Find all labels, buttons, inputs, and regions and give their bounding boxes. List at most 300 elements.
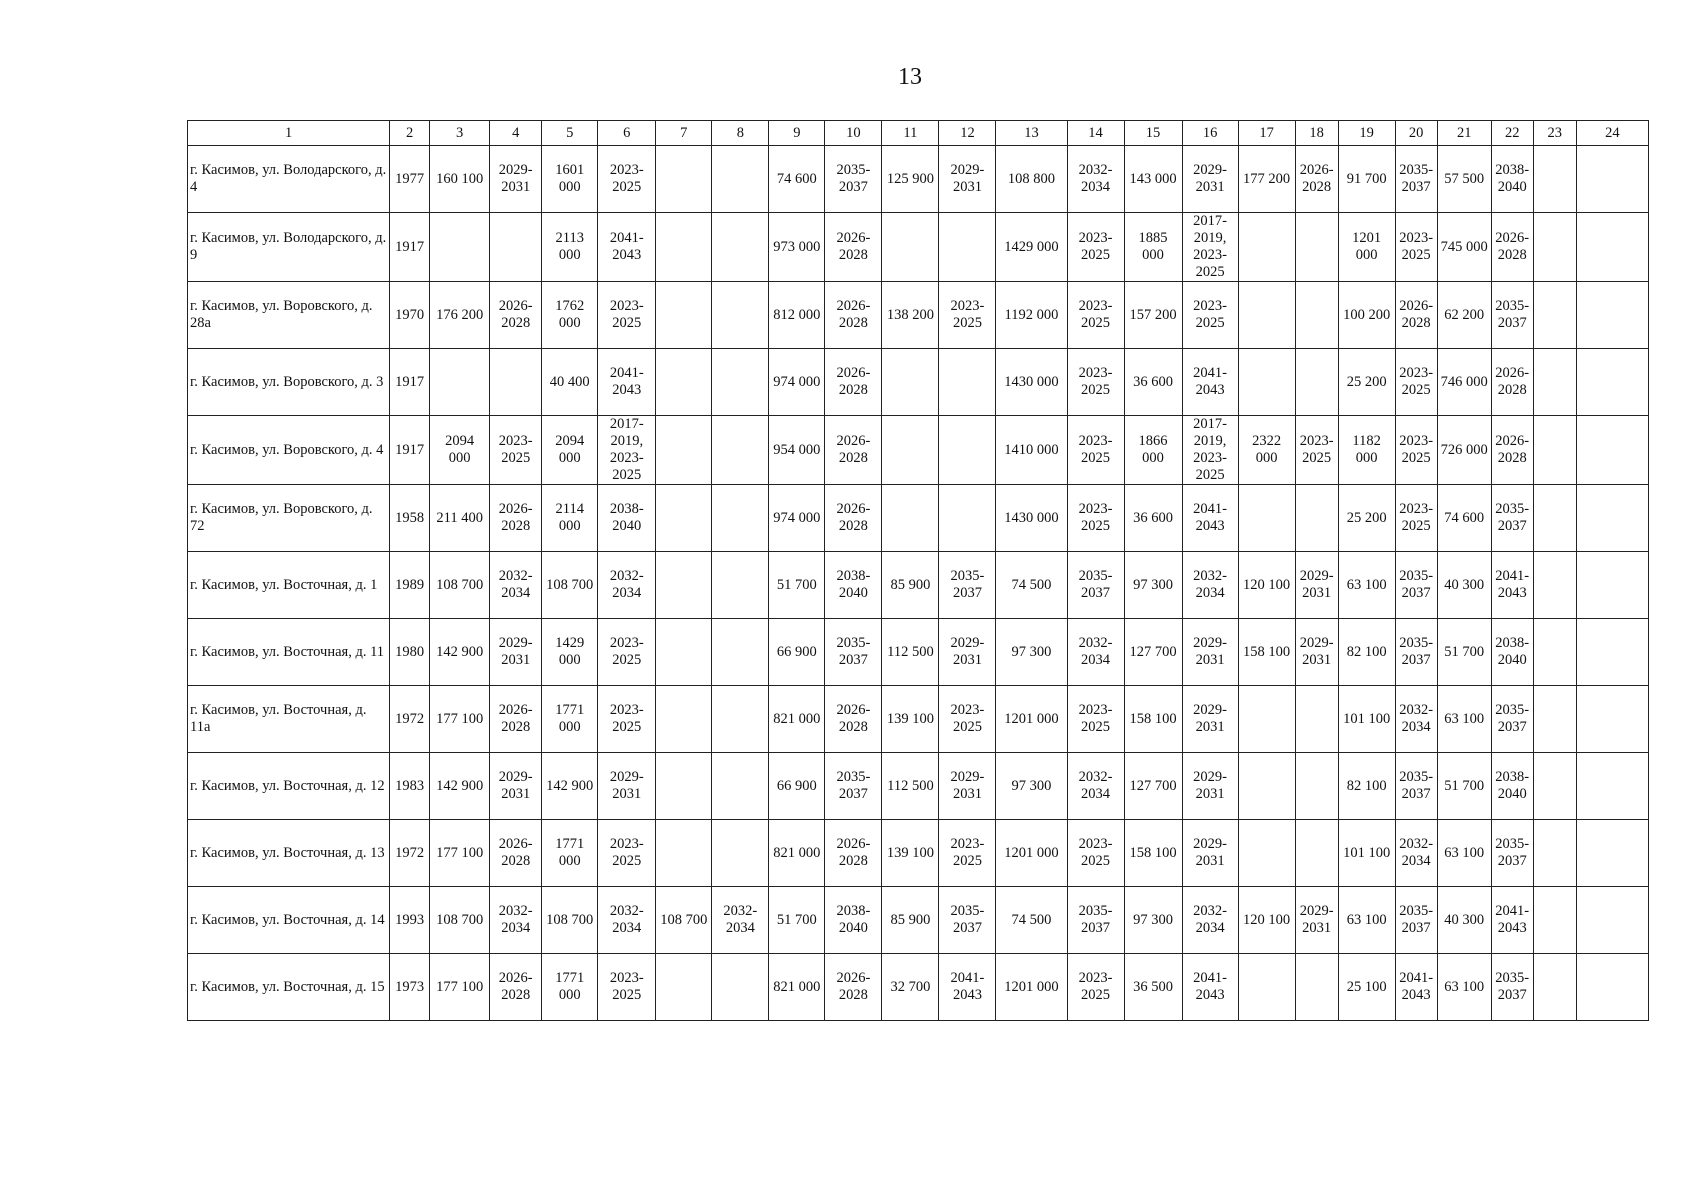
table-cell <box>996 954 1067 1021</box>
cell-text: 2029- 2031 <box>1299 635 1334 668</box>
table-cell <box>656 416 712 485</box>
cell-text: 2023- 2025 <box>498 433 533 466</box>
table-cell <box>1576 820 1648 887</box>
cell-text: 1973 <box>395 978 425 995</box>
table-cell <box>1067 619 1124 686</box>
cell-text: 2017- 2019, 2023- 2025 <box>1193 416 1227 483</box>
table-cell <box>1338 753 1395 820</box>
cell-text: 112 500 <box>887 643 934 660</box>
table-cell <box>1067 954 1124 1021</box>
table-cell <box>1491 820 1533 887</box>
column-header: 17 <box>1238 121 1295 146</box>
table-cell <box>1338 213 1395 282</box>
cell-text: 51 700 <box>776 576 817 593</box>
cell-text: 2035- 2037 <box>1399 903 1434 936</box>
cell-text: 2023- 2025 <box>950 836 985 869</box>
address-cell <box>188 954 390 1021</box>
table-cell <box>490 619 542 686</box>
cell-text: 2026- 2028 <box>836 501 871 534</box>
cell-text: 2041- 2043 <box>1495 568 1530 601</box>
table-cell <box>1491 619 1533 686</box>
cell-text: 2035- 2037 <box>1495 298 1530 331</box>
column-header: 20 <box>1395 121 1437 146</box>
table-cell <box>1067 416 1124 485</box>
table-row <box>188 146 1649 213</box>
cell-text: 1972 <box>395 710 425 727</box>
table-cell <box>882 887 939 954</box>
table-cell <box>598 552 656 619</box>
table-cell <box>1182 146 1238 213</box>
cell-text: 2035- 2037 <box>1078 568 1113 601</box>
table-cell <box>1238 146 1295 213</box>
cell-text: 821 000 <box>773 978 821 995</box>
cell-text: 2035- 2037 <box>836 635 871 668</box>
column-header: 21 <box>1437 121 1491 146</box>
table-cell <box>1182 349 1238 416</box>
table-cell <box>490 213 542 282</box>
cell-text: 2017- 2019, 2023- 2025 <box>1193 213 1227 280</box>
table-cell <box>656 686 712 753</box>
table-cell <box>1067 552 1124 619</box>
table-cell <box>1533 820 1576 887</box>
cell-text: 2023- 2025 <box>1078 836 1113 869</box>
table-cell <box>1067 282 1124 349</box>
cell-text: 2032- 2034 <box>498 568 533 601</box>
cell-text: 2032- 2034 <box>1078 769 1113 802</box>
column-header: 24 <box>1576 121 1648 146</box>
table-cell <box>882 485 939 552</box>
cell-text: 2026- 2028 <box>836 433 871 466</box>
table-cell <box>1395 820 1437 887</box>
cell-text: 2114 000 <box>555 501 584 534</box>
cell-text: 66 900 <box>776 643 817 660</box>
table-cell <box>1067 686 1124 753</box>
address-cell <box>188 619 390 686</box>
cell-text: 158 100 <box>1243 643 1291 660</box>
table-cell <box>939 416 996 485</box>
cell-text: 139 100 <box>886 844 934 861</box>
cell-text: 2041- 2043 <box>1193 970 1227 1003</box>
table-cell <box>1124 146 1182 213</box>
cell-text: 2032- 2034 <box>609 568 644 601</box>
cell-text: 2029- 2031 <box>498 635 533 668</box>
cell-text: 974 000 <box>773 509 821 526</box>
cell-text: 63 100 <box>1444 978 1485 995</box>
table-cell <box>996 213 1067 282</box>
table-cell <box>1182 686 1238 753</box>
cell-text: г. Касимов, ул. Восточная, д. 1 <box>190 576 378 593</box>
cell-text: 812 000 <box>773 306 821 323</box>
cell-text: 2023- 2025 <box>1078 702 1113 735</box>
cell-text: 2026- 2028 <box>1399 298 1434 331</box>
table-row <box>188 954 1649 1021</box>
cell-text: 25 200 <box>1346 373 1387 390</box>
table-cell <box>1437 753 1491 820</box>
table-cell <box>712 552 769 619</box>
table-cell <box>656 146 712 213</box>
table-cell <box>656 954 712 1021</box>
cell-text: 821 000 <box>773 844 821 861</box>
cell-text: 85 900 <box>890 576 931 593</box>
cell-text: г. Касимов, ул. Восточная, д. 12 <box>190 777 385 794</box>
table-cell <box>1338 485 1395 552</box>
table-cell <box>430 954 490 1021</box>
table-cell <box>996 820 1067 887</box>
column-header: 23 <box>1533 121 1576 146</box>
cell-text: 2026- 2028 <box>1495 433 1530 466</box>
table-cell <box>1576 887 1648 954</box>
cell-text: г. Касимов, ул. Володарского, д. 9 <box>190 230 387 263</box>
table-cell <box>769 820 825 887</box>
table-cell <box>882 213 939 282</box>
cell-text: 1771 000 <box>555 836 585 869</box>
column-header: 5 <box>542 121 598 146</box>
table-cell <box>598 349 656 416</box>
column-header: 11 <box>882 121 939 146</box>
cell-text: 2041- 2043 <box>1193 501 1227 534</box>
cell-text: 158 100 <box>1129 844 1177 861</box>
table-cell <box>1437 887 1491 954</box>
cell-text: 25 200 <box>1346 509 1387 526</box>
table-cell <box>390 619 430 686</box>
cell-text: 2026- 2028 <box>498 298 533 331</box>
table-cell <box>1338 619 1395 686</box>
cell-text: 51 700 <box>1444 643 1485 660</box>
table-cell <box>656 820 712 887</box>
address-cell <box>188 282 390 349</box>
cell-text: 36 600 <box>1133 373 1173 390</box>
table-cell <box>598 887 656 954</box>
table-cell <box>769 619 825 686</box>
address-cell <box>188 416 390 485</box>
column-header: 3 <box>430 121 490 146</box>
table-cell <box>882 552 939 619</box>
table-cell <box>1238 686 1295 753</box>
cell-text: 1885 000 <box>1138 230 1168 263</box>
column-header: 10 <box>825 121 882 146</box>
table-cell <box>939 552 996 619</box>
table-cell <box>1067 146 1124 213</box>
cell-text: 2032- 2034 <box>1078 635 1113 668</box>
address-cell <box>188 146 390 213</box>
address-cell <box>188 887 390 954</box>
table-cell <box>1124 820 1182 887</box>
cell-text: 2017- 2019, 2023- 2025 <box>609 416 644 483</box>
cell-text: г. Касимов, ул. Восточная, д. 11а <box>190 702 367 735</box>
cell-text: 2041- 2043 <box>1193 365 1227 398</box>
table-cell <box>769 146 825 213</box>
cell-text: 1410 000 <box>1004 441 1059 458</box>
table-cell <box>1295 954 1338 1021</box>
cell-text: 143 000 <box>1129 170 1177 187</box>
table-row <box>188 416 1649 485</box>
cell-text: г. Касимов, ул. Восточная, д. 15 <box>190 978 385 995</box>
cell-text: 2023- 2025 <box>1078 230 1113 263</box>
cell-text: 108 700 <box>546 911 594 928</box>
table-cell <box>1338 349 1395 416</box>
table-cell <box>1576 619 1648 686</box>
table-cell <box>542 753 598 820</box>
table-cell <box>490 416 542 485</box>
table-cell <box>430 686 490 753</box>
cell-text: 63 100 <box>1444 710 1485 727</box>
table-cell <box>712 146 769 213</box>
table-cell <box>1295 552 1338 619</box>
cell-text: 1972 <box>395 844 425 861</box>
table-cell <box>769 954 825 1021</box>
table-cell <box>598 753 656 820</box>
table-cell <box>490 485 542 552</box>
cell-text: 139 100 <box>886 710 934 727</box>
table-cell <box>430 349 490 416</box>
table-cell <box>490 146 542 213</box>
table-cell <box>712 887 769 954</box>
table-cell <box>1338 820 1395 887</box>
cell-text: 2032- 2034 <box>1399 836 1434 869</box>
table-cell <box>939 213 996 282</box>
table-cell <box>1437 416 1491 485</box>
table-cell <box>1533 146 1576 213</box>
cell-text: 974 000 <box>773 373 821 390</box>
table-cell <box>390 753 430 820</box>
table-cell <box>882 954 939 1021</box>
table-cell <box>542 686 598 753</box>
table-cell <box>996 887 1067 954</box>
cell-text: 2094 000 <box>445 433 475 466</box>
cell-text: 125 900 <box>886 170 934 187</box>
cell-text: 2032- 2034 <box>1193 903 1227 936</box>
table-cell <box>1395 349 1437 416</box>
table-cell <box>1395 552 1437 619</box>
cell-text: 2023- 2025 <box>1078 501 1113 534</box>
table-cell <box>390 282 430 349</box>
table-cell <box>1295 349 1338 416</box>
table-cell <box>1576 146 1648 213</box>
table-cell <box>939 887 996 954</box>
table-cell <box>1238 954 1295 1021</box>
cell-text: 101 100 <box>1343 844 1391 861</box>
cell-text: 25 100 <box>1346 978 1387 995</box>
table-cell <box>1491 552 1533 619</box>
table-cell <box>1437 282 1491 349</box>
cell-text: 2023- 2025 <box>1399 230 1434 263</box>
cell-text: 2035- 2037 <box>836 769 871 802</box>
column-header: 15 <box>1124 121 1182 146</box>
address-cell <box>188 213 390 282</box>
table-cell <box>1395 213 1437 282</box>
table-cell <box>1182 954 1238 1021</box>
cell-text: 2023- 2025 <box>950 702 985 735</box>
table-cell <box>1295 820 1338 887</box>
table-cell <box>1067 753 1124 820</box>
table-cell <box>656 887 712 954</box>
table-cell <box>1295 753 1338 820</box>
cell-text: 85 900 <box>890 911 931 928</box>
table-cell <box>1533 485 1576 552</box>
cell-text: 2026- 2028 <box>498 702 533 735</box>
table-cell <box>490 954 542 1021</box>
cell-text: 100 200 <box>1343 306 1391 323</box>
cell-text: 2035- 2037 <box>1495 501 1530 534</box>
table-cell <box>598 282 656 349</box>
cell-text: 2026- 2028 <box>836 298 871 331</box>
cell-text: 63 100 <box>1346 576 1387 593</box>
cell-text: 2035- 2037 <box>1078 903 1113 936</box>
table-cell <box>769 686 825 753</box>
table-cell <box>882 619 939 686</box>
table-cell <box>825 282 882 349</box>
table-cell <box>996 552 1067 619</box>
cell-text: 2035- 2037 <box>1495 702 1530 735</box>
table-cell <box>996 416 1067 485</box>
cell-text: 66 900 <box>776 777 817 794</box>
cell-text: 82 100 <box>1346 777 1387 794</box>
table-row <box>188 552 1649 619</box>
table-cell <box>1295 686 1338 753</box>
cell-text: 2023- 2025 <box>1078 970 1113 1003</box>
cell-text: 2023- 2025 <box>1078 365 1113 398</box>
table-cell <box>939 753 996 820</box>
table-cell <box>598 213 656 282</box>
table-cell <box>825 686 882 753</box>
table-cell <box>1295 485 1338 552</box>
cell-text: 1430 000 <box>1004 509 1059 526</box>
table-cell <box>1533 282 1576 349</box>
cell-text: 1201 000 <box>1352 230 1382 263</box>
cell-text: 2038- 2040 <box>1495 162 1530 195</box>
table-cell <box>939 954 996 1021</box>
cell-text: 1977 <box>395 170 425 187</box>
cell-text: 2023- 2025 <box>609 162 644 195</box>
cell-text: 112 500 <box>887 777 934 794</box>
cell-text: 2032- 2034 <box>498 903 533 936</box>
table-cell <box>825 146 882 213</box>
cell-text: 97 300 <box>1011 643 1052 660</box>
column-header: 16 <box>1182 121 1238 146</box>
table-cell <box>656 552 712 619</box>
cell-text: 63 100 <box>1444 844 1485 861</box>
table-cell <box>1067 213 1124 282</box>
cell-text: 2026- 2028 <box>1495 365 1530 398</box>
table-cell <box>1338 552 1395 619</box>
table-row <box>188 213 1649 282</box>
cell-text: 2041- 2043 <box>1495 903 1530 936</box>
cell-text: 2023- 2025 <box>1078 433 1113 466</box>
table-cell <box>1491 146 1533 213</box>
table-cell <box>1395 954 1437 1021</box>
table-cell <box>390 552 430 619</box>
table-cell <box>712 954 769 1021</box>
table-cell <box>939 349 996 416</box>
table-cell <box>1395 282 1437 349</box>
cell-text: 36 600 <box>1133 509 1173 526</box>
table-cell <box>939 686 996 753</box>
cell-text: 1917 <box>395 373 425 390</box>
cell-text: 2026- 2028 <box>836 365 871 398</box>
cell-text: 2041- 2043 <box>609 365 644 398</box>
table-cell <box>712 349 769 416</box>
table-cell <box>1124 416 1182 485</box>
table-cell <box>1395 619 1437 686</box>
column-header: 7 <box>656 121 712 146</box>
cell-text: 108 700 <box>660 911 708 928</box>
cell-text: 2029- 2031 <box>609 769 644 802</box>
table-cell <box>939 146 996 213</box>
cell-text: 2029- 2031 <box>950 162 985 195</box>
cell-text: 177 200 <box>1243 170 1291 187</box>
address-cell <box>188 552 390 619</box>
table-cell <box>1238 753 1295 820</box>
table-cell <box>1182 887 1238 954</box>
table-cell <box>1491 485 1533 552</box>
table-cell <box>656 282 712 349</box>
cell-text: 2322 000 <box>1252 433 1282 466</box>
address-cell <box>188 753 390 820</box>
cell-text: 1983 <box>395 777 425 794</box>
cell-text: 2029- 2031 <box>1193 769 1227 802</box>
cell-text: г. Касимов, ул. Восточная, д. 11 <box>190 643 385 660</box>
table-cell <box>1338 954 1395 1021</box>
cell-text: 1430 000 <box>1004 373 1059 390</box>
table-cell <box>712 485 769 552</box>
table-cell <box>1437 820 1491 887</box>
cell-text: 2026- 2028 <box>836 836 871 869</box>
table-cell <box>430 485 490 552</box>
cell-text: г. Касимов, ул. Воровского, д. 4 <box>190 441 384 458</box>
table-cell <box>390 820 430 887</box>
table-cell <box>542 349 598 416</box>
cell-text: 40 300 <box>1444 911 1485 928</box>
cell-text: 74 500 <box>1011 911 1052 928</box>
table-cell <box>490 753 542 820</box>
cell-text: г. Касимов, ул. Восточная, д. 13 <box>190 844 385 861</box>
table-row <box>188 887 1649 954</box>
table-cell <box>1067 820 1124 887</box>
cell-text: 97 300 <box>1133 911 1173 928</box>
table-cell <box>598 686 656 753</box>
table-cell <box>1576 349 1648 416</box>
table-row <box>188 686 1649 753</box>
table-cell <box>939 282 996 349</box>
cell-text: 177 100 <box>436 710 484 727</box>
table-cell <box>390 213 430 282</box>
table-cell <box>996 282 1067 349</box>
table-cell <box>656 213 712 282</box>
table-cell <box>1576 416 1648 485</box>
cell-text: 40 300 <box>1444 576 1485 593</box>
table-cell <box>430 619 490 686</box>
cell-text: 2026- 2028 <box>836 702 871 735</box>
table-cell <box>996 146 1067 213</box>
table-cell <box>1491 349 1533 416</box>
table-cell <box>542 954 598 1021</box>
table-cell <box>598 146 656 213</box>
cell-text: 2029- 2031 <box>498 769 533 802</box>
table-row <box>188 753 1649 820</box>
table-cell <box>712 753 769 820</box>
table-cell <box>769 282 825 349</box>
table-cell <box>1295 416 1338 485</box>
cell-text: 973 000 <box>773 238 821 255</box>
table-cell <box>1437 213 1491 282</box>
table-cell <box>1533 213 1576 282</box>
table-cell <box>1533 349 1576 416</box>
table-cell <box>390 954 430 1021</box>
table-cell <box>825 213 882 282</box>
cell-text: 2023- 2025 <box>1078 298 1113 331</box>
table-cell <box>430 552 490 619</box>
table-cell <box>1067 887 1124 954</box>
